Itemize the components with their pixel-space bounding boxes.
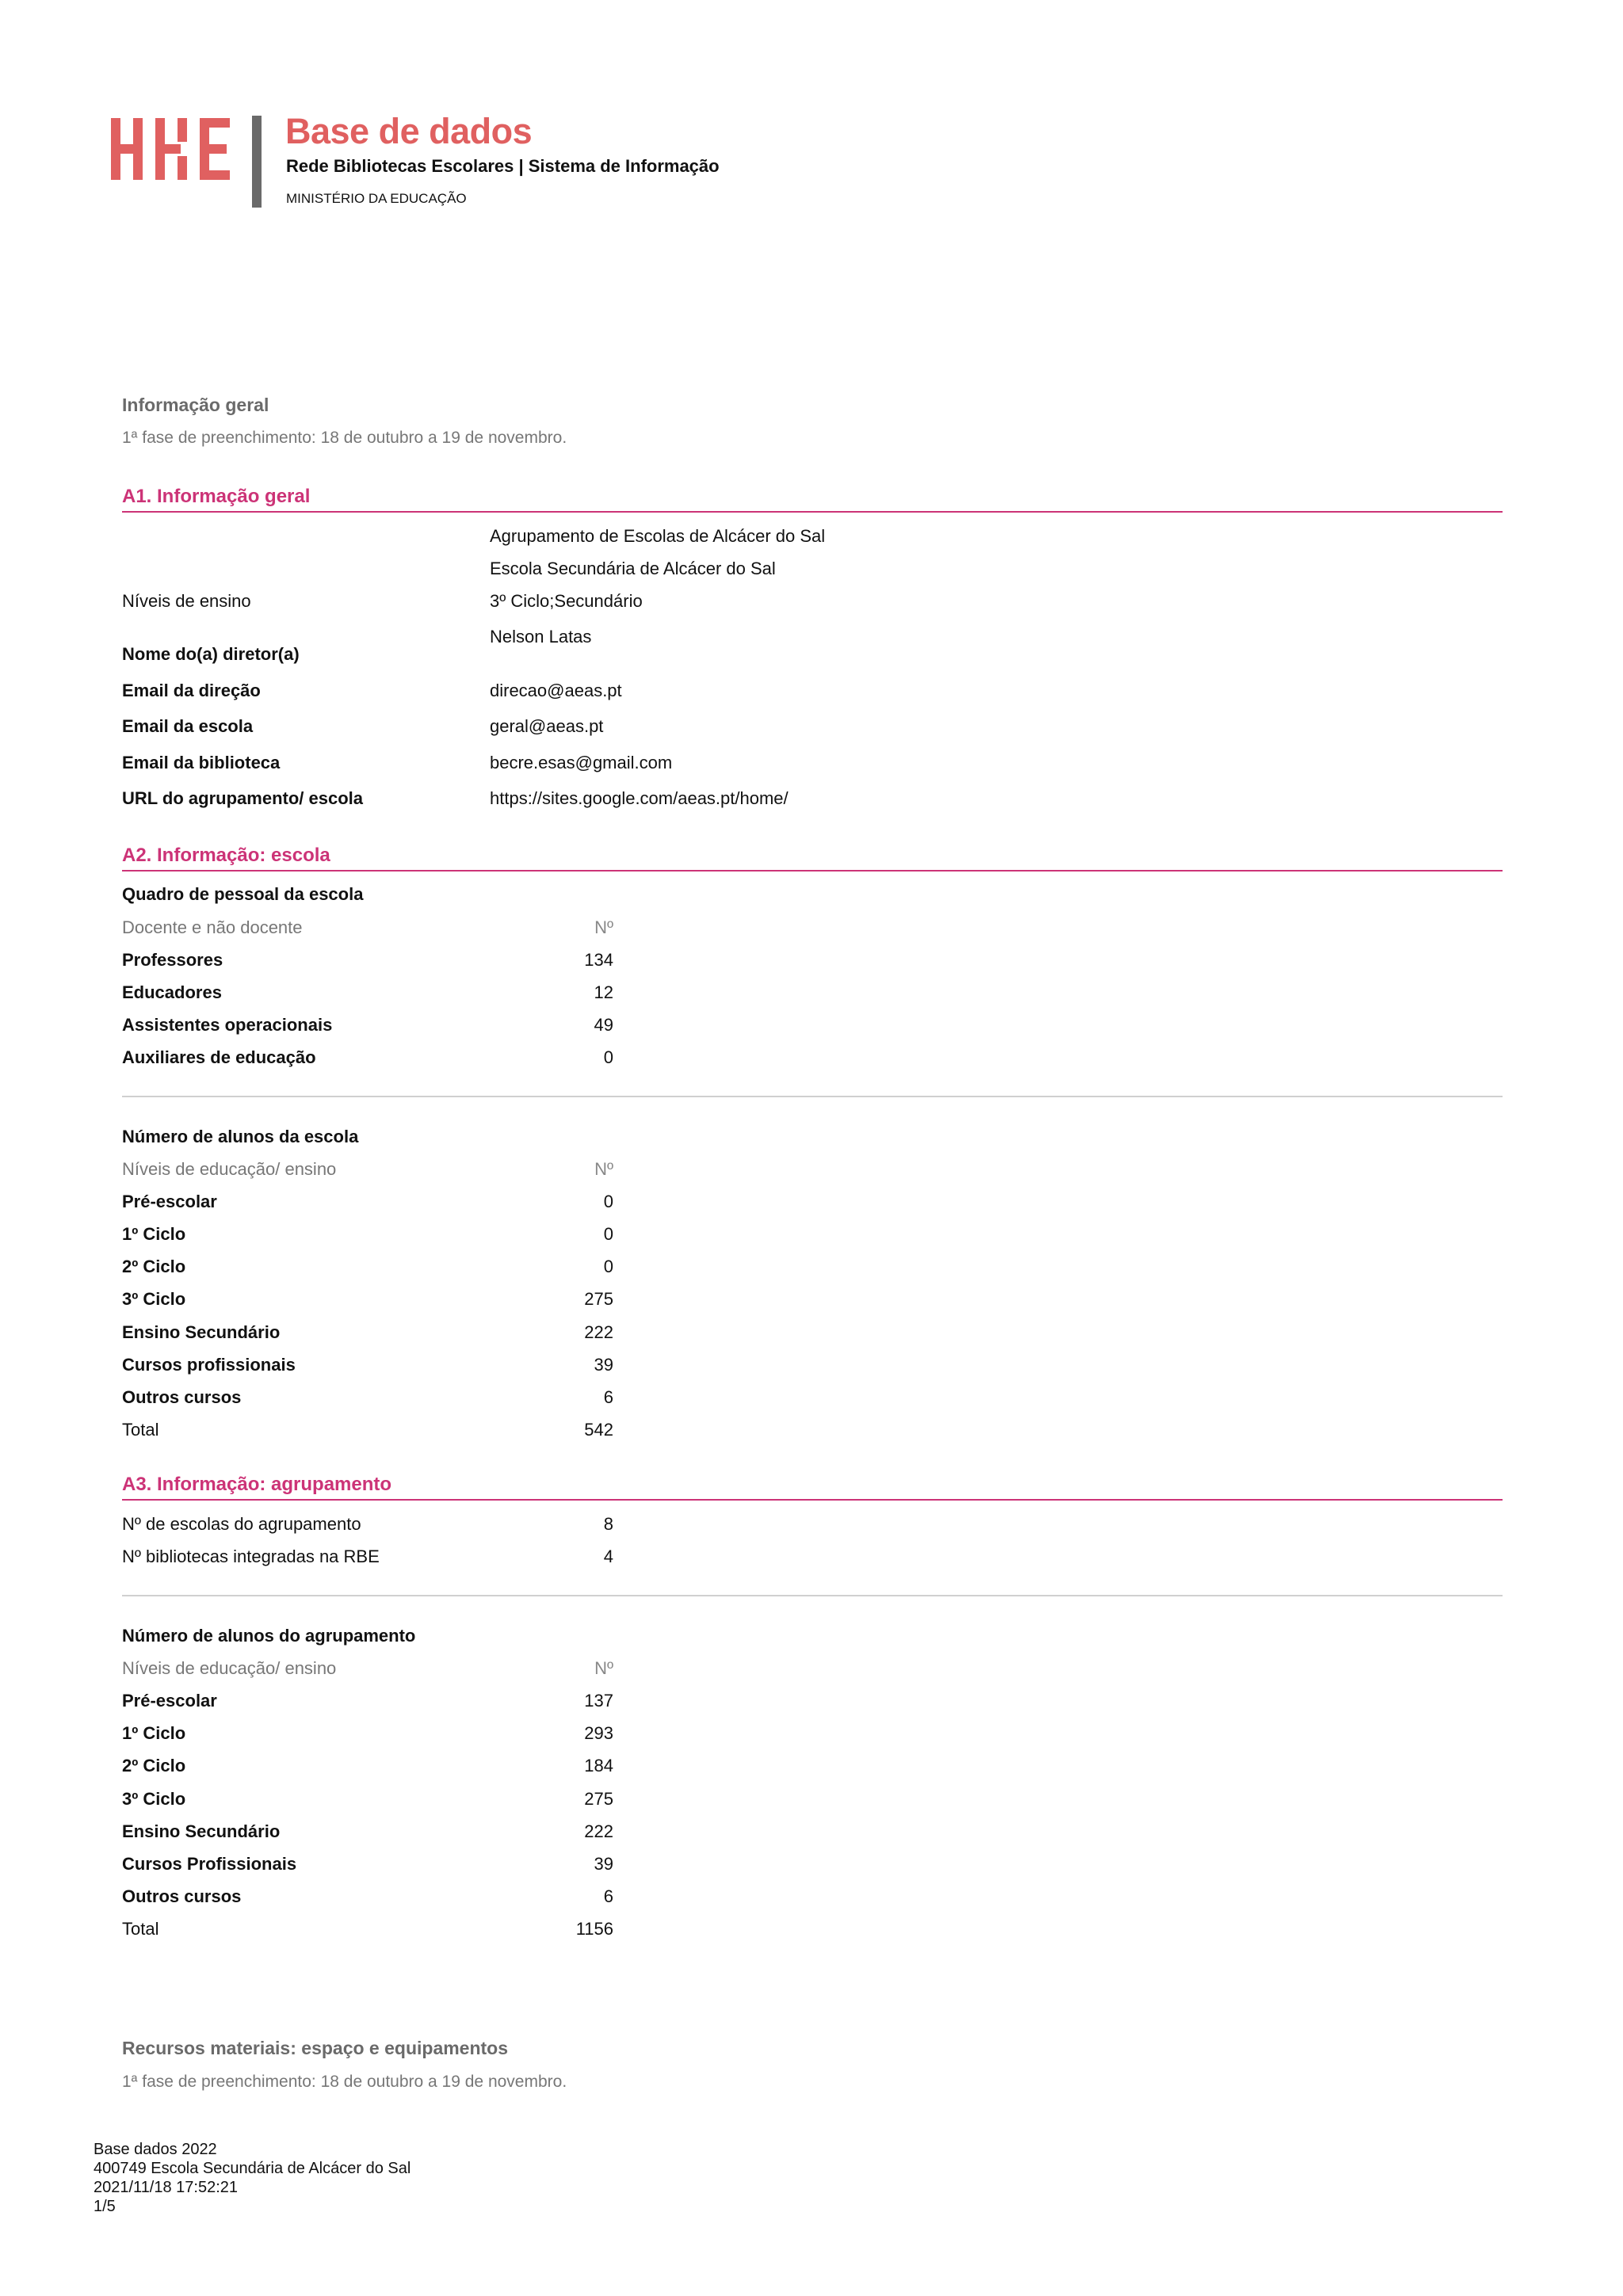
a3-row-value: 4: [603, 1547, 613, 1566]
group-students-total-value: 1156: [575, 1919, 613, 1939]
a3-heading: A3. Informação: agrupamento: [122, 1474, 392, 1495]
staff-row-label: Assistentes operacionais: [122, 1015, 333, 1035]
page-footer: [94, 2140, 411, 2216]
staff-row-label: Auxiliares de educação: [122, 1047, 316, 1067]
school-students-total-value: 542: [584, 1420, 613, 1440]
school-students-row-value: 39: [594, 1355, 613, 1375]
school-students-row-label: Pré-escolar: [122, 1192, 217, 1211]
school-students-row-label: Cursos profissionais: [122, 1355, 296, 1375]
section-title-informacao-geral: Informação geral: [122, 395, 269, 415]
a1-agrupamento-value: Agrupamento de Escolas de Alcácer do Sal: [490, 526, 826, 546]
group-students-col-label: Níveis de educação/ ensino: [122, 1658, 337, 1678]
group-students-row-label: Pré-escolar: [122, 1691, 217, 1711]
section-subtitle-recursos: 1ª fase de preenchimento: 18 de outubro a 19 de novembro.: [122, 2073, 567, 2091]
a1-row-value: geral@aeas.pt: [490, 716, 604, 736]
school-students-row-value: 222: [584, 1322, 613, 1342]
a1-row-label: URL do agrupamento/ escola: [122, 788, 363, 808]
group-students-row-value: 184: [584, 1756, 613, 1775]
a3-row-value: 8: [603, 1514, 613, 1534]
ministry-label: MINISTÉRIO DA EDUCAÇÃO: [286, 191, 467, 206]
group-students-row-value: 137: [584, 1691, 613, 1711]
school-students-row-label: 1º Ciclo: [122, 1224, 186, 1244]
a1-row-label: Nome do(a) diretor(a): [122, 644, 300, 664]
group-students-row-label: 2º Ciclo: [122, 1756, 186, 1775]
staff-col-label: Docente e não docente: [122, 917, 303, 937]
a1-rule: [122, 511, 1503, 513]
group-students-row-label: Ensino Secundário: [122, 1821, 281, 1841]
school-students-col-num: Nº: [594, 1159, 613, 1179]
a1-row-label: Email da biblioteca: [122, 753, 281, 772]
group-students-row-value: 6: [603, 1886, 613, 1906]
divider: [122, 1096, 1503, 1097]
group-students-row-value: 293: [584, 1723, 613, 1743]
a1-row-value: becre.esas@gmail.com: [490, 753, 673, 772]
school-students-row-label: Outros cursos: [122, 1387, 242, 1407]
footer-line: 400749 Escola Secundária de Alcácer do Sal: [94, 2160, 411, 2177]
a1-row-value: direcao@aeas.pt: [490, 681, 622, 700]
group-students-row-label: 1º Ciclo: [122, 1723, 186, 1743]
footer-line: Base dados 2022: [94, 2141, 217, 2158]
section-title-recursos: Recursos materiais: espaço e equipamentos: [122, 2038, 509, 2058]
school-students-row-label: Ensino Secundário: [122, 1322, 281, 1342]
school-students-title: Número de alunos da escola: [122, 1127, 359, 1146]
school-students-row-label: 3º Ciclo: [122, 1289, 186, 1309]
school-students-row-value: 0: [603, 1257, 613, 1276]
staff-row-value: 12: [594, 982, 613, 1002]
group-students-row-label: Outros cursos: [122, 1886, 242, 1906]
a2-heading: A2. Informação: escola: [122, 845, 330, 866]
a1-row-label: Email da direção: [122, 681, 261, 700]
a1-row-value: Nelson Latas: [490, 627, 592, 646]
school-students-row-value: 0: [603, 1192, 613, 1211]
group-students-total-label: Total: [122, 1919, 159, 1939]
staff-row-label: Professores: [122, 950, 223, 970]
a1-escola-value: Escola Secundária de Alcácer do Sal: [490, 559, 776, 578]
a1-row-label: Níveis de ensino: [122, 591, 251, 611]
school-students-row-value: 6: [603, 1387, 613, 1407]
staff-col-num: Nº: [594, 917, 613, 937]
group-students-row-value: 222: [584, 1821, 613, 1841]
school-students-row-value: 0: [603, 1224, 613, 1244]
group-students-row-label: Cursos Profissionais: [122, 1854, 297, 1874]
rbe-logo-icon: [111, 116, 269, 208]
staff-row-value: 49: [594, 1015, 613, 1035]
a2-rule: [122, 870, 1503, 871]
group-students-col-num: Nº: [594, 1658, 613, 1678]
brand-subtitle: Rede Bibliotecas Escolares | Sistema de Informação: [286, 156, 720, 176]
a1-url-link[interactable]: https://sites.google.com/aeas.pt/home/: [490, 788, 789, 808]
a3-rule: [122, 1499, 1503, 1501]
a1-row-label: Email da escola: [122, 716, 254, 736]
footer-line: 2021/11/18 17:52:21: [94, 2179, 239, 2196]
school-students-row-value: 275: [584, 1289, 613, 1309]
staff-row-value: 0: [603, 1047, 613, 1067]
group-students-row-label: 3º Ciclo: [122, 1789, 186, 1809]
a3-row-label: Nº de escolas do agrupamento: [122, 1514, 361, 1534]
a1-row-value: 3º Ciclo;Secundário: [490, 591, 643, 611]
school-students-row-label: 2º Ciclo: [122, 1257, 186, 1276]
group-students-row-value: 39: [594, 1854, 613, 1874]
staff-row-label: Educadores: [122, 982, 222, 1002]
staff-table-title: Quadro de pessoal da escola: [122, 884, 364, 904]
group-students-title: Número de alunos do agrupamento: [122, 1626, 416, 1646]
a3-row-label: Nº bibliotecas integradas na RBE: [122, 1547, 380, 1566]
school-students-total-label: Total: [122, 1420, 159, 1440]
school-students-col-label: Níveis de educação/ ensino: [122, 1159, 337, 1179]
page-number: 1/5: [94, 2198, 116, 2215]
a1-heading: A1. Informação geral: [122, 486, 311, 507]
brand-title: Base de dados: [285, 111, 533, 151]
group-students-row-value: 275: [584, 1789, 613, 1809]
staff-row-value: 134: [584, 950, 613, 970]
section-subtitle-informacao-geral: 1ª fase de preenchimento: 18 de outubro a 19 de novembro.: [122, 429, 567, 447]
divider: [122, 1595, 1503, 1596]
